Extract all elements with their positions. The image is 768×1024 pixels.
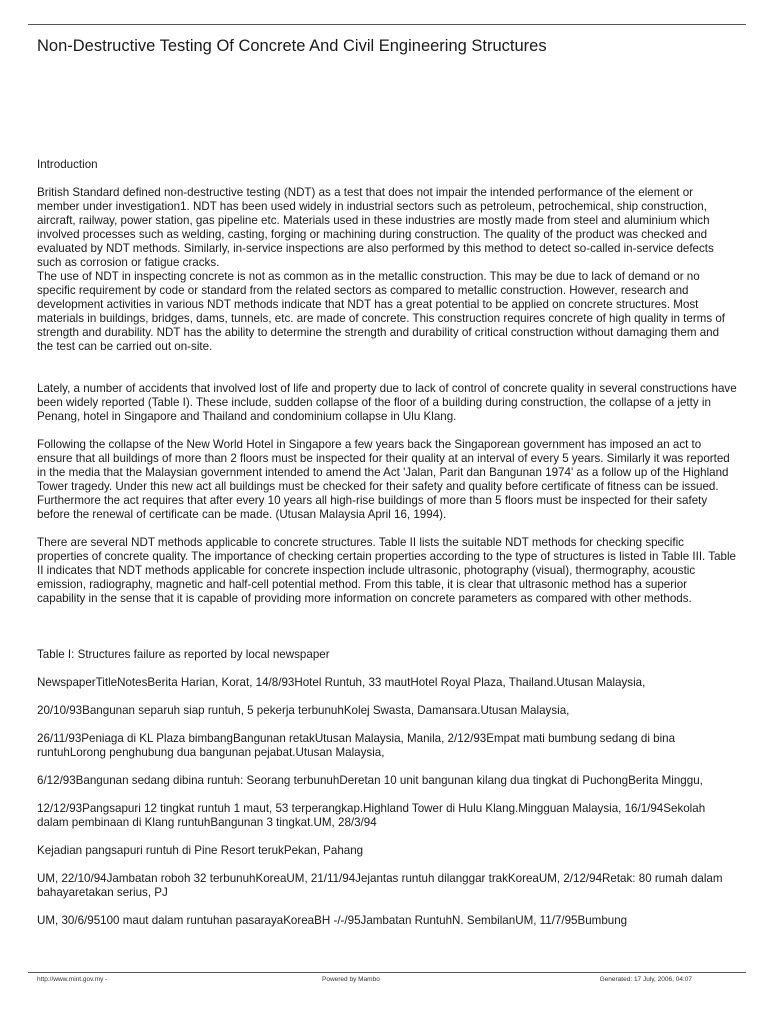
paragraph: There are several NDT methods applicable to concrete structures. Table II lists the suitable NDT methods for checking specific properties of concrete quality. The importance of checking certain properties according to the type of structures is listed in Table III. Table II indicates that NDT methods applicable for concrete inspection include ultrasonic, photography (visual), thermography, acoustic emission, radiography, magnetic and half-cell potential method. From this table, it is clear that ultrasonic method has a superior capability in the sense that it is capable of providing more information on concrete parameters as compared with other methods. [37, 536, 737, 605]
bottom-rule [28, 972, 746, 973]
table-row-text: 6/12/93Bangunan sedang dibina runtuh: Seorang terbunuhDeretan 10 unit bangunan kilang dua tingkat di PuchongBerita Minggu, [37, 774, 703, 787]
footer-url: http://www.mint.gov.my - [37, 976, 108, 983]
table-row-text: 12/12/93Pangsapuri 12 tingkat runtuh 1 maut, 53 terperangkap.Highland Tower di Hulu Klang.Mingguan Malaysia, 16/1/94Sekolah dalam pembinaan di Klang runtuhBangunan 3 tingkat.UM, 28/3/94 [37, 802, 706, 829]
table-row-text: UM, 22/10/94Jambatan roboh 32 terbunuhKoreaUM, 21/11/94Jejantas runtuh dilanggar trakKoreaUM, 2/12/94Retak: 80 rumah dalam bahayaretakan serius, PJ [37, 872, 723, 899]
top-rule [28, 24, 746, 25]
table-row-text: Kejadian pangsapuri runtuh di Pine Resort terukPekan, Pahang [37, 844, 364, 857]
paragraph: The use of NDT in inspecting concrete is not as common as in the metallic construction. This may be due to lack of demand or no specific requirement by code or standard from the related sectors as compared to metallic construction. However, research and development activities in various NDT methods indicate that NDT has a great potential to be applied on concrete structures. Most materials in buildings, bridges, dams, tunnels, etc. are made of concrete. This construction requires concrete of high quality in terms of strength and durability. NDT has the ability to determine the strength and durability of critical construction without damaging them and the test can be carried out on-site. [37, 270, 726, 353]
paragraph: Following the collapse of the New World Hotel in Singapore a few years back the Singaporean government has imposed an act to ensure that all buildings of more than 2 floors must be inspected for their quality at an interval of every 5 years. Similarly it was reported in the media that the Malaysian government intended to amend the Act 'Jalan, Parit dan Bangunan 1974' as a follow up of the Highland Tower tragedy. Under this new act all buildings must be checked for their safety and quality before certificate of fitness can be issued. Furthermore the act requires that after every 10 years all high-rise buildings of more than 5 floors must be inspected for their safety before the renewal of certificate can be made. (Utusan Malaysia April 16, 1994). [37, 438, 730, 521]
footer-generated-date: Generated: 17 July, 2006, 04:07 [599, 976, 692, 983]
document-title: Non-Destructive Testing Of Concrete And Civil Engineering Structures [37, 37, 547, 55]
table-row-text: UM, 30/6/95100 maut dalam runtuhan pasarayaKoreaBH -/-/95Jambatan RuntuhN. SembilanUM, 11/7/95Bumbung [37, 914, 628, 927]
table-row-text: NewspaperTitleNotesBerita Harian, Korat, 14/8/93Hotel Runtuh, 33 mautHotel Royal Plaza, Thailand.Utusan Malaysia, [37, 676, 646, 689]
page-footer [37, 976, 692, 986]
paragraph: British Standard defined non-destructive testing (NDT) as a test that does not impair the intended performance of the element or member under investigation1. NDT has been used widely in industrial sectors such as petroleum, petrochemical, ship construction, aircraft, railway, power station, gas pipeline etc. Materials used in these industries are mostly made from steel and aluminium which involved processes such as welding, casting, forging or machining during construction. The quality of the product was checked and evaluated by NDT methods. Similarly, in-service inspections are also performed by this method to detect so-called in-service defects such as corrosion or fatigue cracks. [37, 186, 714, 269]
table-row-text: 26/11/93Peniaga di KL Plaza bimbangBangunan retakUtusan Malaysia, Manila, 2/12/93Empat mati bumbung sedang di bina runtuhLorong penghubung dua bangunan pejabat.Utusan Malaysia, [37, 732, 676, 759]
paragraph: Lately, a number of accidents that involved lost of life and property due to lack of control of concrete quality in several constructions have been widely reported (Table I). These include, sudden collapse of the floor of a building during construction, the collapse of a jetty in Penang, hotel in Singapore and Thailand and condominium collapse in Ulu Klang. [37, 382, 737, 423]
table-row-text: 20/10/93Bangunan separuh siap runtuh, 5 pekerja terbunuhKolej Swasta, Damansara.Utusan Malaysia, [37, 704, 570, 717]
section-heading-introduction: Introduction [37, 158, 98, 171]
table-caption: Table I: Structures failure as reported by local newspaper [37, 648, 330, 661]
footer-powered-by: Powered by Mambo [322, 976, 380, 983]
document-body [37, 158, 737, 928]
